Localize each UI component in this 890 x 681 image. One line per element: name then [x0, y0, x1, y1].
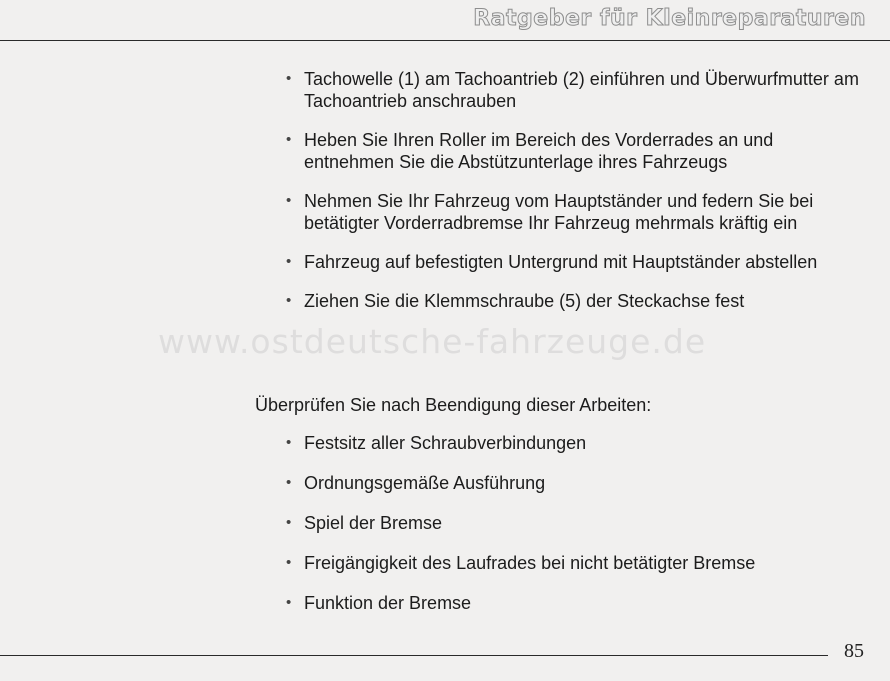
list-item [286, 432, 866, 454]
list-item [286, 552, 866, 574]
step-text: Ziehen Sie die Klemmschraube (5) der Steckachse fest [304, 291, 745, 311]
bullet-icon: • [286, 292, 292, 309]
check-text: Spiel der Bremse [304, 513, 443, 533]
list-item [286, 290, 866, 312]
bullet-icon: • [286, 594, 292, 611]
running-header-title: Ratgeber für Kleinreparaturen [473, 6, 866, 31]
step-text: Fahrzeug auf befestigten Untergrund mit Hauptständer abstellen [304, 252, 818, 272]
footer-rule [0, 655, 828, 656]
list-item [286, 190, 866, 234]
check-text: Funktion der Bremse [304, 593, 472, 613]
bullet-icon: • [286, 474, 292, 491]
bullet-icon: • [286, 131, 292, 148]
bullet-icon: • [286, 192, 292, 209]
checks-intro: Überprüfen Sie nach Beendigung dieser Arbeiten: [255, 395, 652, 415]
bullet-icon: • [286, 434, 292, 451]
check-list [286, 432, 866, 614]
check-text: Festsitz aller Schraubverbindungen [304, 433, 587, 453]
bullet-icon: • [286, 514, 292, 531]
watermark-url: www.ostdeutsche-fahrzeuge.de [158, 322, 707, 361]
bullet-icon: • [286, 70, 292, 87]
list-item [286, 251, 866, 273]
step-text: Heben Sie Ihren Roller im Bereich des Vorderrades an und entnehmen Sie die Abstützunterlage ihres Fahrzeugs [304, 130, 774, 172]
bullet-icon: • [286, 253, 292, 270]
step-text: Nehmen Sie Ihr Fahrzeug vom Hauptständer und federn Sie bei betätigter Vorderradbremse Ihr Fahrzeug mehrmals kräftig ein [304, 191, 814, 233]
check-text: Freigängigkeit des Laufrades bei nicht betätigter Bremse [304, 553, 756, 573]
list-item [286, 129, 866, 173]
list-item [286, 472, 866, 494]
list-item [286, 592, 866, 614]
step-list [286, 68, 866, 312]
check-text: Ordnungsgemäße Ausführung [304, 473, 546, 493]
step-text: Tachowelle (1) am Tachoantrieb (2) einführen und Überwurfmutter am Tachoantrieb anschrauben [304, 69, 859, 111]
list-item [286, 68, 866, 112]
header-rule [0, 40, 890, 41]
page-number: 85 [844, 640, 864, 662]
list-item [286, 512, 866, 534]
bullet-icon: • [286, 554, 292, 571]
